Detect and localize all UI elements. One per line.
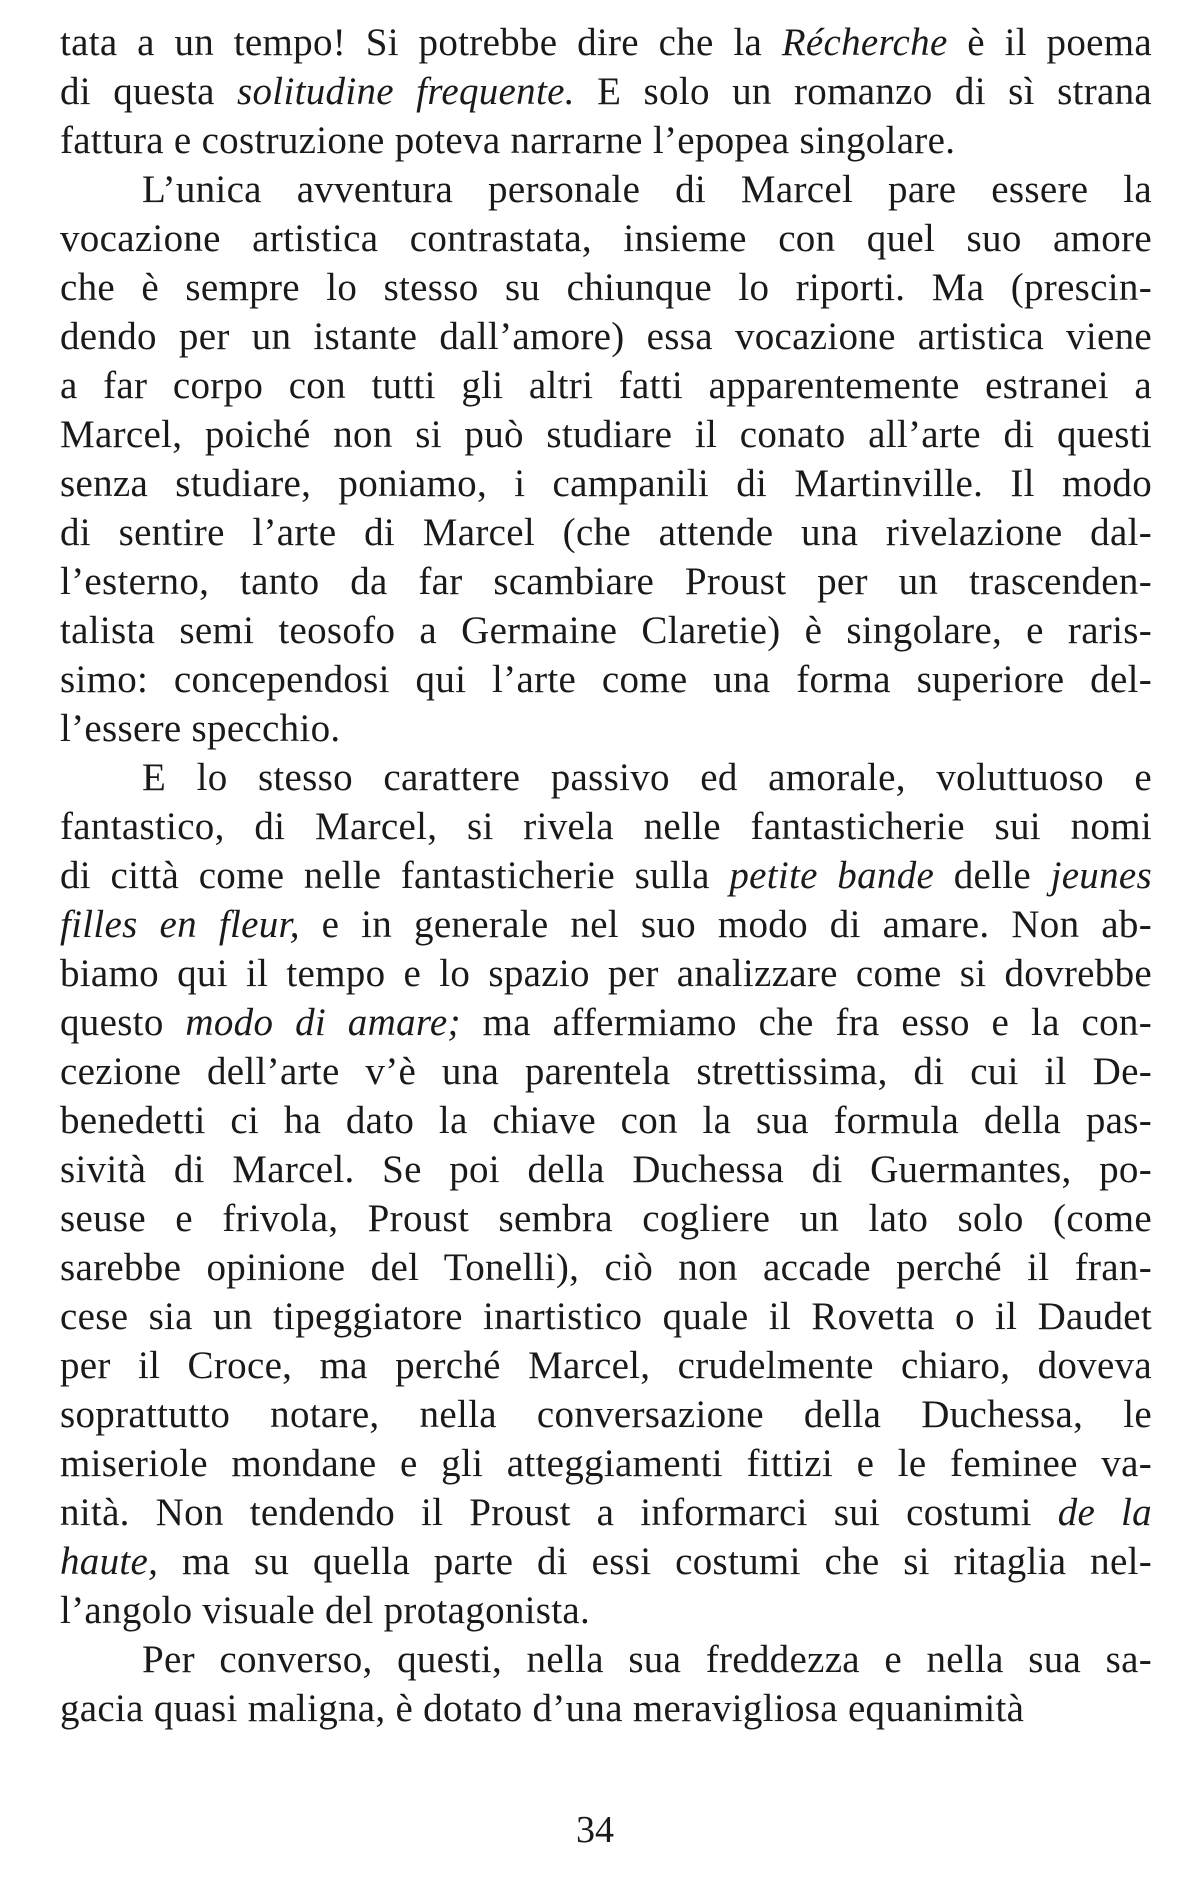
text-line — [60, 998, 1152, 1047]
text-line — [60, 165, 1152, 214]
text-run: l’angolo visuale del protagonista. — [60, 1589, 591, 1632]
italic-run: jeunes — [1050, 854, 1152, 897]
text-run: dendo per un istante dall’amore) essa vocazione artistica viene — [60, 315, 1152, 358]
text-run: e in generale nel suo modo di amare. Non ab- — [299, 903, 1152, 946]
text-run: E solo un romanzo di sì strana — [574, 70, 1153, 113]
text-line — [60, 410, 1152, 459]
text-run: l’essere specchio. — [60, 707, 341, 750]
text-run: cese sia un tipeggiatore inartistico quale il Rovetta o il Daudet — [60, 1295, 1152, 1338]
text-line — [60, 312, 1152, 361]
text-run: ma su quella parte di essi costumi che si ritaglia nel- — [158, 1540, 1152, 1583]
text-line — [60, 214, 1152, 263]
paragraph-p4 — [60, 1635, 1152, 1733]
text-run: nità. Non tendendo il Proust a informarci sui costumi — [60, 1491, 1058, 1534]
text-line — [60, 753, 1152, 802]
text-run: benedetti ci ha dato la chiave con la sua formula della pas- — [60, 1099, 1152, 1142]
italic-run: de la — [1057, 1491, 1152, 1534]
paragraph-p3 — [60, 753, 1152, 1635]
text-line — [60, 655, 1152, 704]
italic-run: haute, — [60, 1540, 159, 1583]
text-line — [60, 851, 1152, 900]
text-run: sività di Marcel. Se poi della Duchessa di Guermantes, po- — [60, 1148, 1152, 1191]
text-line — [60, 557, 1152, 606]
text-line — [60, 606, 1152, 655]
text-run: seuse e frivola, Proust sembra cogliere un lato solo (come — [60, 1197, 1152, 1240]
text-run: ma affermiamo che fra esso e la con- — [460, 1001, 1152, 1044]
text-run: delle — [934, 854, 1051, 897]
text-line — [60, 459, 1152, 508]
text-line — [60, 1096, 1152, 1145]
text-line — [60, 1194, 1152, 1243]
italic-run: petite bande — [729, 854, 935, 897]
text-run: L’unica avventura personale di Marcel pare essere la — [142, 168, 1152, 211]
text-run: per il Croce, ma perché Marcel, crudelmente chiaro, doveva — [60, 1344, 1152, 1387]
text-run: a far corpo con tutti gli altri fatti apparentemente estranei a — [60, 364, 1152, 407]
text-run: gacia quasi maligna, è dotato d’una meravigliosa equanimità — [60, 1687, 1025, 1730]
text-run: tata a un tempo! Si potrebbe dire che la — [60, 21, 782, 64]
text-run: talista semi teosofo a Germaine Claretie) è singolare, e raris- — [60, 609, 1152, 652]
text-line — [60, 1047, 1152, 1096]
text-line — [60, 949, 1152, 998]
text-run: Per converso, questi, nella sua freddezza e nella sua sa- — [142, 1638, 1152, 1681]
text-line — [60, 1390, 1152, 1439]
text-line — [60, 508, 1152, 557]
text-run: soprattutto notare, nella conversazione della Duchessa, le — [60, 1393, 1152, 1436]
text-run: E lo stesso carattere passivo ed amorale, voluttuoso e — [142, 756, 1152, 799]
text-run: di questa — [60, 70, 238, 113]
text-line — [60, 1488, 1152, 1537]
text-run: cezione dell’arte v’è una parentela strettissima, di cui il De- — [60, 1050, 1152, 1093]
text-run: questo — [60, 1001, 186, 1044]
text-run: simo: concependosi qui l’arte come una forma superiore del- — [60, 658, 1152, 701]
paragraph-p1 — [60, 18, 1152, 165]
text-line — [60, 1439, 1152, 1488]
text-line — [60, 67, 1152, 116]
text-run: fattura e costruzione poteva narrarne l’epopea singolare. — [60, 119, 956, 162]
text-line — [60, 1684, 1152, 1733]
text-line — [60, 116, 1152, 165]
text-line — [60, 802, 1152, 851]
text-line — [60, 1635, 1152, 1684]
text-line — [60, 263, 1152, 312]
book-page-body — [60, 18, 1152, 1733]
text-line — [60, 1145, 1152, 1194]
text-line — [60, 704, 1152, 753]
text-run: l’esterno, tanto da far scambiare Proust per un trascenden- — [60, 560, 1152, 603]
text-line — [60, 361, 1152, 410]
text-run: vocazione artistica contrastata, insieme con quel suo amore — [60, 217, 1152, 260]
text-run: di sentire l’arte di Marcel (che attende una rivelazione dal- — [60, 511, 1152, 554]
text-run: biamo qui il tempo e lo spazio per analizzare come si dovrebbe — [60, 952, 1152, 995]
italic-run: Récherche — [781, 21, 948, 64]
paragraph-p2 — [60, 165, 1152, 753]
page-number: 34 — [576, 1809, 614, 1851]
text-run: che è sempre lo stesso su chiunque lo riporti. Ma (prescin- — [60, 266, 1152, 309]
text-line — [60, 1537, 1152, 1586]
text-run: miseriole mondane e gli atteggiamenti fittizi e le feminee va- — [60, 1442, 1152, 1485]
text-run: sarebbe opinione del Tonelli), ciò non accade perché il fran- — [60, 1246, 1152, 1289]
text-run: è il poema — [947, 21, 1152, 64]
italic-run: modo di amare; — [185, 1001, 461, 1044]
text-line — [60, 1586, 1152, 1635]
text-run: di città come nelle fantasticherie sulla — [60, 854, 730, 897]
text-line — [60, 1292, 1152, 1341]
text-run: senza studiare, poniamo, i campanili di Martinville. Il modo — [60, 462, 1152, 505]
text-line — [60, 18, 1152, 67]
text-run: fantastico, di Marcel, si rivela nelle fantasticherie sui nomi — [60, 805, 1152, 848]
text-line — [60, 900, 1152, 949]
text-line — [60, 1243, 1152, 1292]
italic-run: filles en fleur, — [60, 903, 300, 946]
text-line — [60, 1341, 1152, 1390]
text-run: Marcel, poiché non si può studiare il conato all’arte di questi — [60, 413, 1152, 456]
italic-run: solitudine frequente. — [237, 70, 575, 113]
